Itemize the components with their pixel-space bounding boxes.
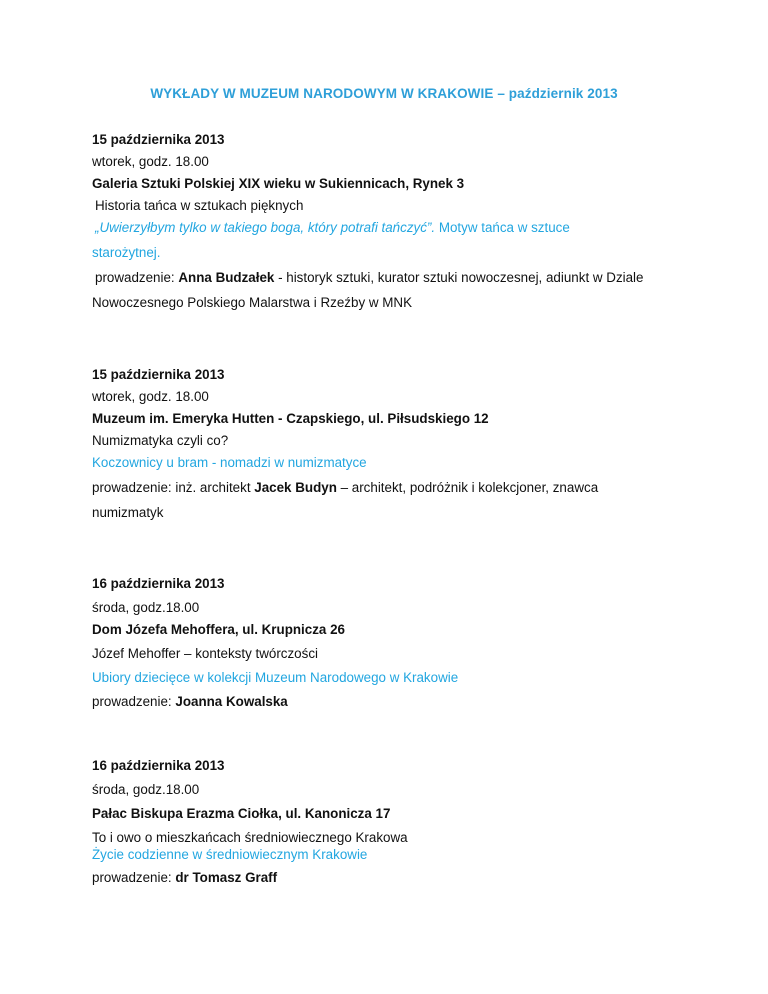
- lecture-title-rest: Motyw tańca w sztuce: [435, 220, 570, 235]
- event-time: wtorek, godz. 18.00: [92, 389, 209, 404]
- event-entry: [92, 576, 692, 716]
- host-prefix: prowadzenie: inż. architekt: [92, 480, 255, 495]
- host-name: Joanna Kowalska: [175, 694, 288, 709]
- event-lecture-title: Życie codzienne w średniowiecznym Krakowie: [92, 847, 368, 862]
- event-host: [92, 270, 692, 285]
- event-series: Józef Mehoffer – konteksty twórczości: [92, 646, 318, 661]
- event-date: 16 października 2013: [92, 758, 225, 773]
- event-venue: Pałac Biskupa Erazma Ciołka, ul. Kanonicza 17: [92, 806, 391, 821]
- event-time: wtorek, godz. 18.00: [92, 154, 209, 169]
- event-date: 16 października 2013: [92, 576, 225, 591]
- event-venue: Muzeum im. Emeryka Hutten - Czapskiego, ul. Piłsudskiego 12: [92, 411, 489, 426]
- event-lecture-title: Ubiory dziecięce w kolekcji Muzeum Narodowego w Krakowie: [92, 670, 459, 685]
- event-time: środa, godz.18.00: [92, 600, 200, 615]
- event-entry: [92, 132, 692, 317]
- host-prefix: prowadzenie:: [92, 694, 176, 709]
- event-entry: [92, 758, 692, 892]
- event-series: Historia tańca w sztukach pięknych: [95, 198, 304, 213]
- lecture-quote: „Uwierzyłbym tylko w takiego boga, który potrafi tańczyć”.: [95, 220, 436, 235]
- event-host-cont: Nowoczesnego Polskiego Malarstwa i Rzeźby w MNK: [92, 295, 413, 310]
- event-entry: [92, 367, 692, 527]
- event-host: [92, 694, 692, 709]
- event-series: To i owo o mieszkańcach średniowiecznego Krakowa: [92, 830, 408, 845]
- event-host: [92, 870, 692, 885]
- host-prefix: prowadzenie:: [95, 270, 179, 285]
- host-description: – architekt, podróżnik i kolekcjoner, znawca: [336, 480, 599, 495]
- event-host-cont: numizmatyk: [92, 505, 164, 520]
- host-prefix: prowadzenie:: [92, 870, 176, 885]
- event-host: [92, 480, 692, 495]
- document-title: WYKŁADY W MUZEUM NARODOWYM W KRAKOWIE – październik 2013: [150, 86, 618, 101]
- event-lecture-title: Koczownicy u bram - nomadzi w numizmatyce: [92, 455, 367, 470]
- event-date: 15 października 2013: [92, 367, 225, 382]
- event-series: Numizmatyka czyli co?: [92, 433, 229, 448]
- event-date: 15 października 2013: [92, 132, 225, 147]
- host-name: Anna Budzałek: [178, 270, 275, 285]
- event-lecture-title: [92, 220, 692, 235]
- event-lecture-title-cont: starożytnej.: [92, 245, 161, 260]
- host-name: dr Tomasz Graff: [175, 870, 278, 885]
- event-venue: Dom Józefa Mehoffera, ul. Krupnicza 26: [92, 622, 345, 637]
- host-description: - historyk sztuki, kurator sztuki nowoczesnej, adiunkt w Dziale: [274, 270, 644, 285]
- host-name: Jacek Budyn: [254, 480, 337, 495]
- event-venue: Galeria Sztuki Polskiej XIX wieku w Sukiennicach, Rynek 3: [92, 176, 465, 191]
- event-time: środa, godz.18.00: [92, 782, 200, 797]
